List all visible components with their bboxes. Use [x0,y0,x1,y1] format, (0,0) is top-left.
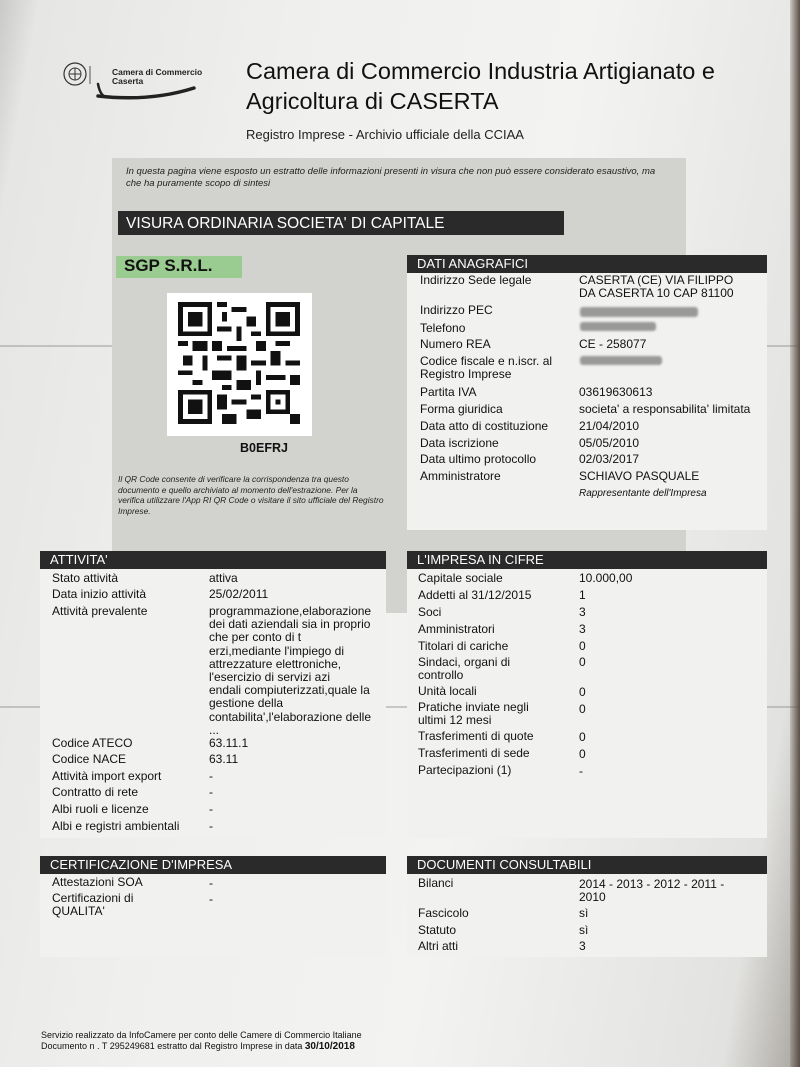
licenses-value: - [209,802,213,816]
incorporation-date-value: 21/04/2010 [579,419,640,433]
attivita-title: ATTIVITA' [40,551,386,569]
import-export-value: - [209,769,213,783]
footer-line-1: Servizio realizzato da InfoCamere per conto delle Camere di Commercio Italiane [41,1030,362,1040]
footer-date: 30/10/2018 [304,1041,355,1052]
main-activity-value: programmazione,elaborazione dei dati aziendali sia in proprio che per conto di t erzi,mediante l'impiego di attrezzature elettroniche, l'esercizio di servizi azi endali compiuterizzati,quale la gestione della contabilita',l'elaborazione delle ... [209,604,372,737]
row-label: Capitale sociale [418,571,503,585]
row-label: Partecipazioni (1) [418,763,512,777]
row-label: Bilanci [418,876,454,890]
chamber-logo [60,58,210,110]
row-label: Trasferimenti di sede [418,746,530,760]
statute-value: sì [579,923,589,937]
row-label: Attestazioni SOA [52,875,143,889]
ateco-value: 63.11.1 [209,736,249,750]
holdings-value: - [579,764,583,778]
partners-value: 3 [579,605,586,619]
logo-text: Camera di Commercio Caserta [112,67,203,86]
balance-sheets-value: 2014 - 2013 - 2012 - 2011 - 2010 [579,877,725,904]
disclaimer-text: In questa pagina viene esposto un estratto delle informazioni presenti in visura che non può essere considerato esaustivo, ma che ha puramente scopo di sintesi [126,166,656,189]
row-label: Codice fiscale e n.iscr. al Registro Imprese [420,354,553,381]
rea-value: CE - 258077 [579,337,647,351]
auditors-value: 0 [579,655,586,669]
sede-legale-value: CASERTA (CE) VIA FILIPPO DA CASERTA 10 CAP 81100 [579,273,734,300]
row-label: Data atto di costituzione [420,419,549,433]
redacted-phone [580,322,656,331]
page-edge [790,0,800,1067]
environmental-registers-value: - [209,819,213,833]
impresa-cifre-title: L'IMPRESA IN CIFRE [407,551,767,569]
footer-doc-number: Documento n . T 295249681 estratto dal Registro Imprese in data [41,1041,303,1051]
filings-value: 0 [579,702,586,716]
seat-transfers-value: 0 [579,747,586,761]
row-label: Indirizzo Sede legale [420,273,532,287]
row-label: Soci [418,605,442,619]
row-label: Albi e registri ambientali [52,819,180,833]
footer [41,1030,362,1052]
redacted-pec [580,307,698,317]
network-contract-value: - [209,785,213,799]
row-label: Albi ruoli e licenze [52,802,149,816]
page-subtitle: Registro Imprese - Archivio ufficiale della CCIAA [246,127,524,142]
row-label: Indirizzo PEC [420,303,493,317]
row-label: Sindaci, organi di controllo [418,655,511,682]
activity-status-value: attiva [209,571,238,585]
employees-value: 1 [579,588,586,602]
row-label: Titolari di cariche [418,639,509,653]
title-line-2: Agricoltura di CASERTA [246,88,499,114]
vat-value: 03619630613 [579,385,653,399]
qr-note: Il QR Code consente di verificare la corrispondenza tra questo documento e quello archiviato al momento dell'estrazione. Per la verifica utilizzare l'App RI QR Code o visitare il sito ufficiale del Registro Imprese. [118,474,384,516]
footer-line-2 [41,1041,362,1052]
administrators-value: 3 [579,622,586,636]
row-label: Trasferimenti di quote [418,729,534,743]
activity-start-value: 25/02/2011 [209,587,269,601]
row-label: Fascicolo [418,906,469,920]
row-label: Stato attività [52,571,119,585]
row-label: Numero REA [420,337,491,351]
documenti-title: DOCUMENTI CONSULTABILI [407,856,767,874]
office-holders-value: 0 [579,639,586,653]
qr-code-label: B0EFRJ [240,441,288,455]
company-name: SGP S.R.L. [124,256,213,275]
administrator-value: SCHIAVO PASQUALE [579,469,700,483]
row-label: Data inizio attività [52,587,147,601]
row-label: Addetti al 31/12/2015 [418,588,532,602]
certificazione-title: CERTIFICAZIONE D'IMPRESA [40,856,386,874]
last-protocol-value: 02/03/2017 [579,452,640,466]
row-label: Forma giuridica [420,402,503,416]
nace-value: 63.11 [209,752,239,766]
row-label: Certificazioni di QUALITA' [52,891,134,918]
row-label: Pratiche inviate negli ultimi 12 mesi [418,700,529,727]
qr-code-icon [178,302,300,424]
row-label: Amministratore [420,469,501,483]
file-value: sì [579,906,589,920]
row-label: Data iscrizione [420,436,499,450]
soa-value: - [209,876,213,890]
administrator-role: Rappresentante dell'Impresa [579,488,707,499]
row-label: Amministratori [418,622,495,636]
row-label: Codice ATECO [52,736,133,750]
capital-value: 10.000,00 [579,571,633,585]
row-label: Unità locali [418,684,477,698]
row-label: Telefono [420,321,466,335]
title-line-1: Camera di Commercio Industria Artigianato e [246,58,715,84]
row-label: Data ultimo protocollo [420,452,537,466]
quality-cert-value: - [209,892,213,906]
legal-form-value: societa' a responsabilita' limitata [579,402,751,416]
quota-transfers-value: 0 [579,730,586,744]
dati-anagrafici-title: DATI ANAGRAFICI [407,255,767,273]
row-label: Attività prevalente [52,604,148,618]
row-label: Codice NACE [52,752,127,766]
registration-date-value: 05/05/2010 [579,436,640,450]
row-label: Contratto di rete [52,785,139,799]
row-label: Altri atti [418,939,459,953]
row-label: Partita IVA [420,385,477,399]
row-label: Statuto [418,923,457,937]
redacted-fiscal-code [580,356,662,365]
visura-title: VISURA ORDINARIA SOCIETA' DI CAPITALE [118,211,564,235]
page-title [246,56,786,116]
other-acts-value: 3 [579,939,586,953]
local-units-value: 0 [579,685,586,699]
row-label: Attività import export [52,769,162,783]
